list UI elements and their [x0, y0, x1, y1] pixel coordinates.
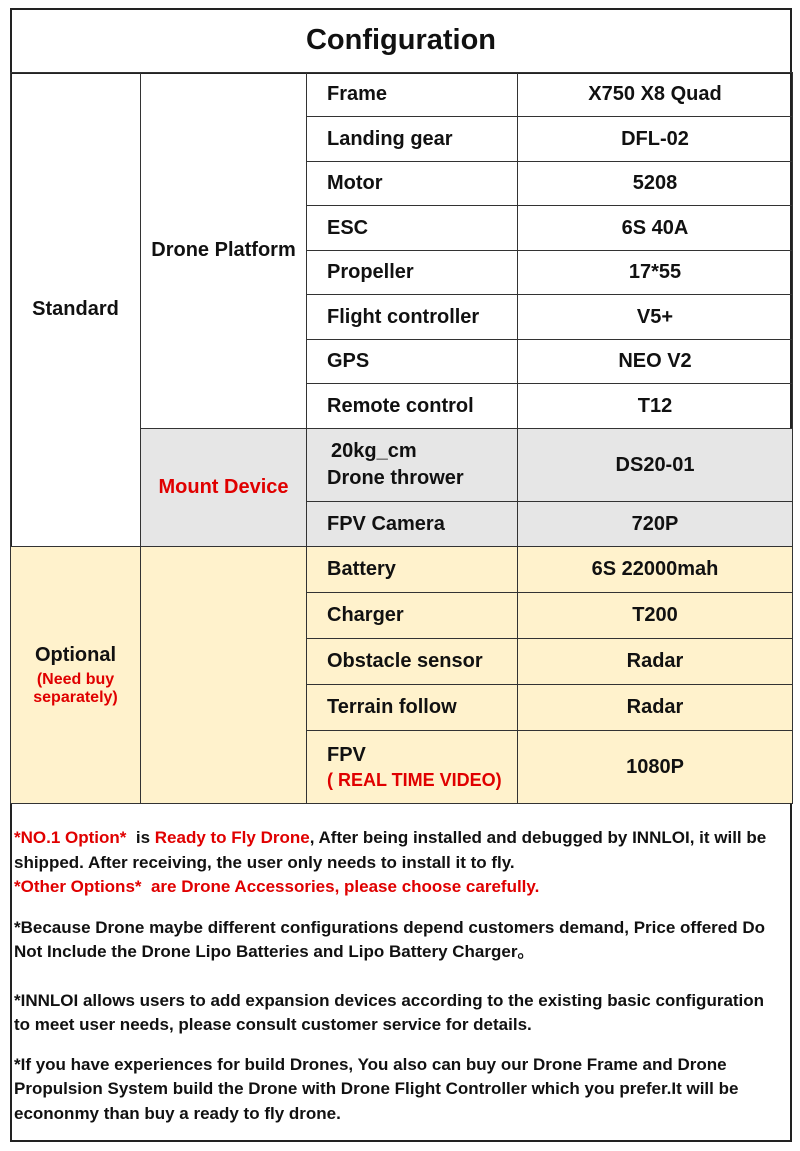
item-name: Obstacle sensor [307, 639, 518, 685]
optional-subcategory [141, 547, 307, 804]
item-name-main: FPV [327, 744, 366, 766]
optional-category [11, 547, 141, 804]
item-value: DFL-02 [518, 117, 793, 162]
item-name: FPV Camera [307, 502, 518, 547]
configuration-table [10, 72, 793, 804]
item-value: X750 X8 Quad [518, 73, 793, 117]
item-value: T200 [518, 593, 793, 639]
item-value: 720P [518, 502, 793, 547]
mount-device-category: Mount Device [141, 429, 307, 547]
standard-category: Standard [11, 73, 141, 547]
item-name-line2: Drone thrower [327, 467, 464, 489]
item-value: DS20-01 [518, 429, 793, 502]
item-value: 6S 40A [518, 206, 793, 251]
item-value: T12 [518, 384, 793, 429]
note-4: *If you have experiences for build Drones, You also can buy our Drone Frame and Drone Propulsion System build the Drone with Drone Flight Controller which you prefer.It will be econonmy than buy a ready to fly drone. [14, 1054, 739, 1123]
item-name: Landing gear [307, 117, 518, 162]
note-1: *NO.1 Option* is Ready to Fly Drone, After being installed and debugged by INNLOI, it will be shipped. After receiving, the user only needs to install it to fly. *Other Options* are Drone Accessories, please choose carefully. [14, 828, 767, 896]
item-name [307, 731, 518, 804]
optional-note: (Need buy separately) [33, 670, 118, 706]
item-name [307, 429, 518, 502]
note-2: *Because Drone maybe different configurations depend customers demand, Price offered Do Not Include the Drone Lipo Batteries and Lipo Battery Charger。 [14, 917, 766, 961]
drone-platform-category: Drone Platform [141, 73, 307, 429]
item-name: Terrain follow [307, 685, 518, 731]
item-name: Propeller [307, 251, 518, 295]
item-name: Charger [307, 593, 518, 639]
item-value: Radar [518, 685, 793, 731]
item-name: ESC [307, 206, 518, 251]
notes-section [14, 826, 784, 1141]
item-value: V5+ [518, 295, 793, 340]
item-name: Motor [307, 162, 518, 206]
page-title: Configuration [10, 8, 792, 74]
item-value: 17*55 [518, 251, 793, 295]
item-value: 6S 22000mah [518, 547, 793, 593]
item-name-sub: ( REAL TIME VIDEO) [327, 770, 502, 790]
optional-label: Optional [34, 643, 117, 666]
note-3: *INNLOI allows users to add expansion devices according to the existing basic configuration to meet user needs, please consult customer service for details. [14, 990, 765, 1034]
item-name: Remote control [307, 384, 518, 429]
item-value: 5208 [518, 162, 793, 206]
item-value: 1080P [518, 731, 793, 804]
item-name: Battery [307, 547, 518, 593]
item-name-line1: 20kg_cm [331, 440, 417, 462]
item-value: NEO V2 [518, 340, 793, 384]
item-value: Radar [518, 639, 793, 685]
item-name: GPS [307, 340, 518, 384]
table-row [11, 547, 793, 593]
item-name: Flight controller [307, 295, 518, 340]
item-name: Frame [307, 73, 518, 117]
table-row [11, 73, 793, 117]
